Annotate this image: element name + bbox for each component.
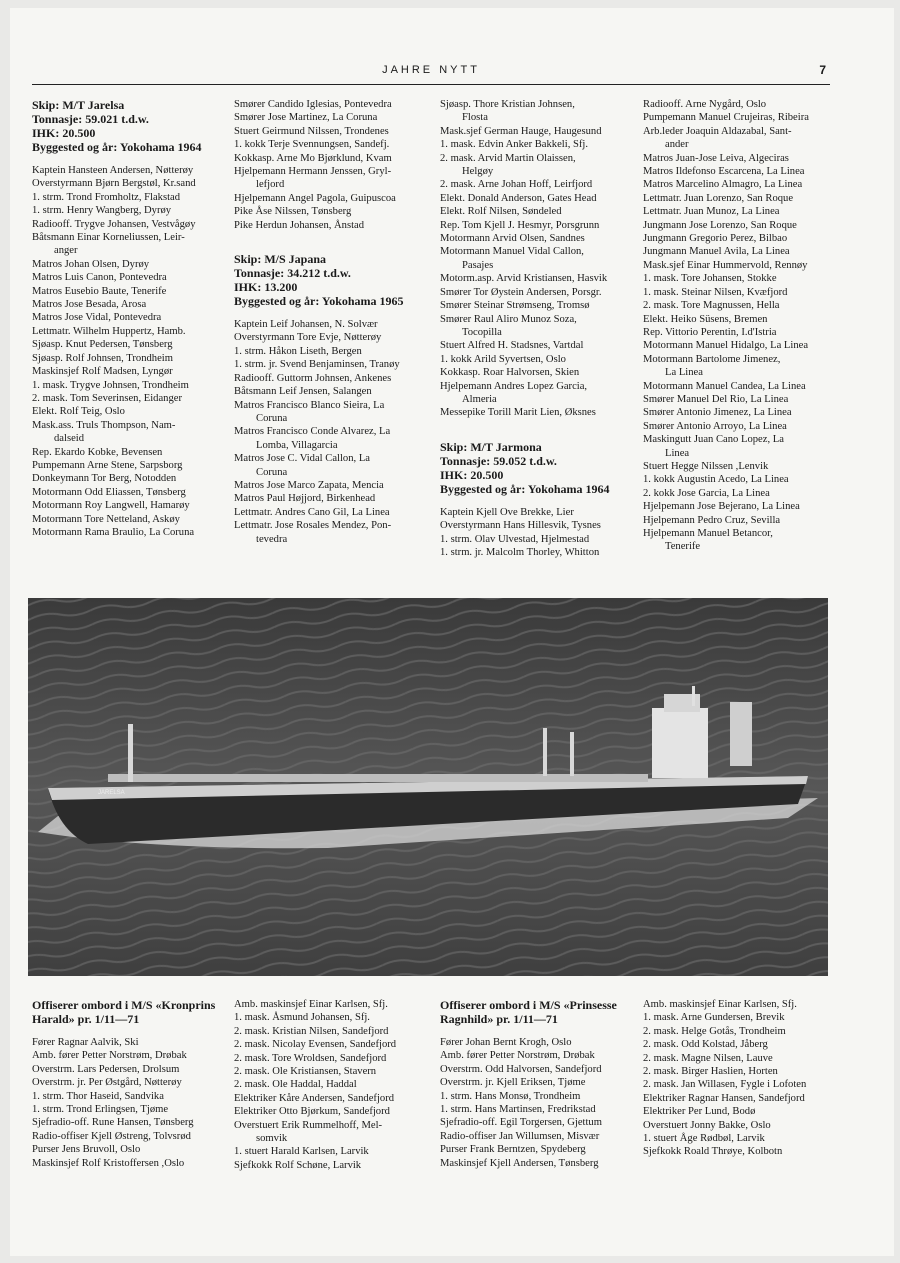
crew-entry: Lettmatr. Juan Munoz, La Linea [643, 206, 780, 218]
crew-entry: 2. mask. Arne Johan Hoff, Leirfjord [440, 179, 593, 191]
crew-entry: 1. strm. Olav Ulvestad, Hjelmestad [440, 533, 590, 545]
spacer [32, 1026, 228, 1036]
section-heading: Skip: M/T Jarmona [440, 439, 542, 454]
crew-entry: Smører Manuel Del Rio, La Linea [643, 393, 789, 405]
crew-entry: 2. mask. Ole Haddal, Haddal [234, 1079, 357, 1091]
section-heading: Tonnasje: 59.021 t.d.w. [32, 112, 149, 126]
crew-entry: Kaptein Kjell Ove Brekke, Lier [440, 506, 574, 518]
crew-entry: 2. mask. Tore Wroldsen, Sandefjord [234, 1052, 387, 1064]
crew-entry: Sjefradio-off. Egil Torgersen, Gjettum [440, 1117, 602, 1129]
crew-entry: Overstyrmann Hans Hillesvik, Tysnes [440, 520, 601, 532]
publication-title: JAHRE NYTT [382, 64, 480, 76]
crew-entry: Hjelpemann Pedro Cruz, Sevilla [643, 514, 781, 526]
crew-entry: Overstuert Jonny Bakke, Oslo [643, 1119, 771, 1131]
crew-entry: 1. stuert Åge Rødbøl, Larvik [643, 1133, 765, 1145]
crew-entry: Pasajes [462, 259, 494, 271]
crew-entry: Pike Åse Nilssen, Tønsberg [234, 206, 352, 218]
spacer [32, 154, 228, 164]
crew-entry: Motormann Odd Eliassen, Tønsberg [32, 486, 186, 498]
crew-entry: Matros Eusebio Baute, Tenerife [32, 285, 167, 297]
forward-mast [128, 724, 133, 782]
crew-entry: 2. mask. Kristian Nilsen, Sandefjord [234, 1025, 389, 1037]
crew-entry: Lettmatr. Wilhelm Huppertz, Hamb. [32, 325, 186, 337]
crew-column-2 [234, 98, 434, 546]
crew-entry: 1. strm. Trond Fromholtz, Flakstad [32, 191, 181, 203]
crew-entry: Mask.ass. Truls Thompson, Nam- [32, 419, 176, 431]
crew-entry: Matros Francisco Conde Alvarez, La [234, 426, 391, 438]
crew-entry: Radiooff. Trygve Johansen, Vestvågøy [32, 218, 196, 230]
crew-entry: Overstrm. Odd Halvorsen, Sandefjord [440, 1063, 602, 1075]
section-heading: Offiserer ombord i M/S «Prinsesse [440, 998, 617, 1012]
crew-entry: Mask.sjef German Hauge, Haugesund [440, 125, 602, 137]
crew-entry: Lomba, Villagarcia [256, 439, 338, 451]
crew-entry: Hjelpemann Hermann Jenssen, Gryl- [234, 166, 392, 178]
crew-entry: Maskinsjef Kjell Andersen, Tønsberg [440, 1157, 599, 1169]
section-heading: Skip: M/S Japana [234, 252, 327, 267]
crew-entry: Elektriker Ragnar Hansen, Sandefjord [643, 1092, 805, 1104]
crew-entry: Smører Candido Iglesias, Pontevedra [234, 99, 392, 110]
crew-entry: 2. mask. Magne Nilsen, Lauve [643, 1052, 773, 1064]
crew-entry: Lettmatr. Jose Rosales Mendez, Pon- [234, 520, 392, 532]
crew-entry: Messepike Torill Marit Lien, Øksnes [440, 407, 596, 419]
crew-entry: Radio-offiser Jan Willumsen, Misvær [440, 1130, 600, 1142]
crew-entry: Sjefkokk Roald Thrøye, Kolbotn [643, 1146, 783, 1158]
crew-entry: Radiooff. Arne Nygård, Oslo [643, 99, 767, 110]
crew-entry: Matros Jose Marco Zapata, Mencia [234, 479, 384, 491]
crew-entry: Fører Ragnar Aalvik, Ski [32, 1037, 139, 1048]
crew-entry: Motormann Rama Braulio, La Coruna [32, 526, 195, 538]
crew-entry: Mask.sjef Einar Hummervold, Rennøy [643, 259, 808, 271]
crew-entry: Hjelpemann Manuel Betancor, [643, 528, 773, 539]
crew-entry: Amb. fører Petter Norstrøm, Drøbak [32, 1050, 187, 1062]
hull-nameplate: JARELSA [98, 790, 125, 796]
crew-entry: somvik [256, 1133, 288, 1145]
crew-entry: 1. strm. Thor Haseid, Sandvika [32, 1090, 164, 1102]
crew-entry: Kaptein Leif Johansen, N. Solvær [234, 319, 378, 331]
spacer [440, 1026, 638, 1036]
crew-entry: Tenerife [665, 541, 701, 553]
crew-entry: Sjøasp. Knut Pedersen, Tønsberg [32, 339, 173, 351]
crew-entry: Smører Tor Øystein Andersen, Porsgr. [440, 286, 602, 298]
crew-entry: Donkeymann Tor Berg, Notodden [32, 473, 177, 485]
crew-entry: Matros Jose C. Vidal Callon, La [234, 453, 370, 465]
crew-entry: 2. mask. Tom Severinsen, Eidanger [32, 392, 182, 404]
crew-entry: 1. stuert Harald Karlsen, Larvik [234, 1146, 369, 1158]
tanker-illustration [28, 598, 828, 976]
funnel [730, 702, 752, 766]
crew-entry: Hjelpemann Angel Pagola, Guipuscoa [234, 192, 396, 204]
crew-entry: Hjelpemann Andres Lopez Garcia, [440, 380, 588, 392]
crew-entry: Jungmann Jose Lorenzo, San Roque [643, 219, 797, 231]
crew-entry: Elekt. Donald Anderson, Gates Head [440, 192, 597, 204]
crew-entry: Radio-offiser Kjell Østreng, Tolvsrød [32, 1130, 191, 1142]
crew-entry: Motormann Tore Netteland, Askøy [32, 513, 180, 525]
crew-column-4 [643, 98, 843, 554]
crew-entry: La Linea [665, 367, 703, 379]
crew-entry: Matros Johan Olsen, Dyrøy [32, 258, 150, 270]
spacer [234, 232, 434, 252]
crew-entry: 1. mask. Arne Gundersen, Brevik [643, 1012, 785, 1024]
crew-entry: Hjelpemann Jose Bejerano, La Linea [643, 501, 800, 513]
section-heading: IHK: 20.500 [32, 126, 96, 140]
crew-entry: Matros Jose Vidal, Pontevedra [32, 312, 162, 324]
crew-entry: 1. strm. Hans Martinsen, Fredrikstad [440, 1104, 596, 1116]
crew-entry: Overstuert Erik Rummelhoff, Mel- [234, 1119, 383, 1131]
crew-entry: Båtsmann Einar Korneliussen, Leir- [32, 232, 185, 244]
crew-entry: 2. mask. Arvid Martin Olaissen, [440, 152, 576, 164]
crew-entry: Amb. maskinsjef Einar Karlsen, Sfj. [643, 999, 797, 1010]
crew-entry: ander [665, 139, 689, 151]
crew-entry: Matros Luis Canon, Pontevedra [32, 272, 167, 284]
crew-entry: Pumpemann Arne Stene, Sarpsborg [32, 459, 183, 471]
crew-entry: Amb. maskinsjef Einar Karlsen, Sfj. [234, 999, 388, 1010]
crew-entry: 1. strm. Håkon Liseth, Bergen [234, 345, 362, 357]
crew-entry: Pumpemann Manuel Crujeiras, Ribeira [643, 112, 809, 124]
crew-entry: Elekt. Heiko Süsens, Bremen [643, 313, 768, 325]
crew-entry: Motormann Bartolome Jimenez, [643, 353, 781, 365]
crew-entry: Rep. Vittorio Perentin, I.d'Istria [643, 326, 777, 338]
crew-entry: Lettmatr. Juan Lorenzo, San Roque [643, 192, 794, 204]
crew-entry: Elektriker Per Lund, Bodø [643, 1106, 756, 1118]
section-heading: IHK: 20.500 [440, 467, 504, 482]
crew-entry: 1. strm. jr. Svend Benjaminsen, Tranøy [234, 359, 400, 371]
section-heading: Byggested og år: Yokohama 1964 [32, 140, 202, 154]
crew-entry: 1. mask. Edvin Anker Bakkeli, Sfj. [440, 139, 589, 151]
crew-entry: 2. mask. Nicolay Evensen, Sandefjord [234, 1039, 397, 1051]
crew-entry: Fører Johan Bernt Krogh, Oslo [440, 1037, 572, 1048]
crew-entry: 2. mask. Tore Magnussen, Hella [643, 300, 780, 312]
crew-entry: Båtsmann Leif Jensen, Salangen [234, 386, 372, 398]
crew-entry: Matros Juan-Jose Leiva, Algeciras [643, 152, 789, 164]
crew-entry: lefjord [256, 179, 285, 191]
crew-entry: Sjefradio-off. Rune Hansen, Tønsberg [32, 1117, 194, 1129]
section-heading: Byggested og år: Yokohama 1965 [234, 294, 404, 309]
crew-entry: Motormann Manuel Candea, La Linea [643, 380, 806, 392]
crew-entry: 2. mask. Birger Haslien, Horten [643, 1066, 778, 1078]
section-heading: Ragnhild» pr. 1/11—71 [440, 1012, 558, 1026]
deck [108, 774, 648, 782]
crew-entry: Overstyrmann Tore Evje, Nøtterøy [234, 332, 382, 344]
crew-entry: Overstrm. jr. Per Østgård, Nøtterøy [32, 1077, 182, 1089]
crew-entry: Helgøy [462, 166, 494, 178]
crew-entry: 1. kokk Augustin Acedo, La Linea [643, 474, 789, 486]
section-heading: Offiserer ombord i M/S «Kronprins [32, 998, 216, 1012]
crew-entry: Arb.leder Joaquin Aldazabal, Sant- [643, 125, 792, 137]
crew-entry: Smører Steinar Strømseng, Tromsø [440, 300, 590, 312]
page-header [32, 64, 830, 85]
crew-entry: Smører Antonio Arroyo, La Linea [643, 420, 787, 432]
crew-entry: 2. mask. Helge Gotås, Trondheim [643, 1025, 786, 1037]
crew-entry: Elekt. Rolf Teig, Oslo [32, 406, 125, 418]
crew-entry: Maskingutt Juan Cano Lopez, La [643, 434, 784, 446]
crew-entry: Jungmann Gregorio Perez, Bilbao [643, 233, 788, 245]
section-heading: Skip: M/T Jarelsa [32, 98, 125, 112]
crew-entry: Coruna [256, 412, 288, 424]
crew-entry: Kaptein Hansteen Andersen, Nøtterøy [32, 165, 194, 176]
crew-entry: Motormann Manuel Vidal Callon, [440, 246, 584, 258]
crew-entry: Kokkasp. Roar Halvorsen, Skien [440, 367, 580, 379]
crew-entry: 1. mask. Tore Johansen, Stokke [643, 273, 777, 285]
officers-column-3 [440, 998, 638, 1170]
crew-entry: Smører Jose Martinez, La Coruna [234, 112, 378, 124]
crew-entry: Stuert Alfred H. Stadsnes, Vartdal [440, 340, 584, 352]
crew-entry: Sjøasp. Thore Kristian Johnsen, [440, 99, 575, 110]
crew-entry: Overstyrmann Bjørn Bergstøl, Kr.sand [32, 178, 196, 190]
spacer [234, 308, 434, 318]
crew-entry: dalseid [54, 433, 85, 445]
crew-entry: Motormann Roy Langwell, Hamarøy [32, 500, 190, 512]
crew-entry: 1. strm. jr. Malcolm Thorley, Whitton [440, 546, 600, 558]
crew-entry: Overstrm. Lars Pedersen, Drolsum [32, 1063, 180, 1075]
superstructure [652, 708, 708, 778]
crew-entry: 2. kokk Jose Garcia, La Linea [643, 487, 770, 499]
crew-column-3 [440, 98, 638, 559]
crew-entry: Coruna [256, 466, 288, 478]
crew-entry: Elektriker Kåre Andersen, Sandefjord [234, 1092, 395, 1104]
crew-entry: Purser Jens Bruvoll, Oslo [32, 1144, 141, 1156]
crew-entry: Overstrm. jr. Kjell Eriksen, Tjøme [440, 1077, 586, 1089]
crew-entry: Elekt. Rolf Nilsen, Søndeled [440, 206, 562, 218]
crew-entry: Motorm.asp. Arvid Kristiansen, Hasvik [440, 273, 608, 285]
crew-entry: Motormann Arvid Olsen, Sandnes [440, 233, 585, 245]
crew-entry: tevedra [256, 533, 288, 545]
page-number: 7 [819, 63, 826, 77]
spacer [440, 496, 638, 506]
crew-entry: 2. mask. Ole Kristiansen, Stavern [234, 1066, 377, 1078]
section-heading: IHK: 13.200 [234, 280, 298, 295]
crew-entry: Kokkasp. Arne Mo Bjørklund, Kvam [234, 152, 392, 164]
section-heading: Harald» pr. 1/11—71 [32, 1012, 140, 1026]
crew-entry: 1. strm. Hans Monsø, Trondheim [440, 1090, 581, 1102]
crew-entry: Matros Jose Besada, Arosa [32, 299, 147, 311]
section-heading: Tonnasje: 34.212 t.d.w. [234, 266, 351, 281]
crew-entry: Radiooff. Guttorm Johnsen, Ankenes [234, 372, 392, 384]
crew-entry: Rep. Tom Kjell J. Hesmyr, Porsgrunn [440, 219, 600, 231]
crew-entry: Maskinsjef Rolf Kristoffersen ,Oslo [32, 1157, 185, 1169]
crew-entry: Rep. Ekardo Kobke, Bevensen [32, 446, 163, 458]
spacer [440, 420, 638, 440]
crew-entry: Almeria [462, 393, 497, 405]
crew-entry: anger [54, 245, 78, 257]
crew-entry: Stuert Geirmund Nilssen, Trondenes [234, 125, 389, 137]
crew-entry: 2. mask. Odd Kolstad, Jåberg [643, 1039, 768, 1051]
crew-entry: Matros Francisco Blanco Sieira, La [234, 399, 385, 411]
crew-entry: 1. kokk Arild Syvertsen, Oslo [440, 353, 566, 365]
crew-column-1 [32, 98, 228, 539]
officers-column-2 [234, 998, 434, 1172]
mid-mast-2 [570, 732, 574, 776]
crew-entry: 1. mask. Steinar Nilsen, Kvæfjord [643, 286, 788, 298]
crew-entry: 2. mask. Jan Willasen, Fygle i Lofoten [643, 1079, 807, 1091]
crew-entry: Linea [665, 447, 690, 459]
mid-mast-1 [543, 728, 547, 776]
crew-entry: 1. mask. Åsmund Johansen, Sfj. [234, 1012, 370, 1024]
crew-entry: Sjøasp. Rolf Johnsen, Trondheim [32, 352, 173, 364]
crew-entry: Smører Raul Aliro Munoz Soza, [440, 313, 577, 325]
crew-entry: Pike Herdun Johansen, Ånstad [234, 219, 365, 231]
crew-entry: Elektriker Otto Bjørkum, Sandefjord [234, 1106, 390, 1118]
crew-entry: 1. strm. Henry Wangberg, Dyrøy [32, 205, 172, 217]
crew-entry: 1. mask. Trygve Johnsen, Trondheim [32, 379, 189, 391]
crew-entry: Sjefkokk Rolf Schøne, Larvik [234, 1159, 362, 1171]
crew-entry: Matros Ildefonso Escarcena, La Linea [643, 166, 805, 178]
crew-entry: Purser Frank Berntzen, Spydeberg [440, 1144, 586, 1156]
crew-entry: Flosta [462, 112, 488, 124]
ship-photo [28, 598, 828, 976]
crew-entry: Stuert Hegge Nilssen ,Lenvik [643, 460, 769, 472]
officers-column-1 [32, 998, 228, 1170]
crew-entry: 1. strm. Trond Erlingsen, Tjøme [32, 1104, 169, 1116]
crew-entry: Matros Paul Højjord, Birkenhead [234, 493, 376, 505]
crew-entry: Lettmatr. Andres Cano Gil, La Linea [234, 506, 390, 518]
officers-column-4 [643, 998, 843, 1159]
crew-entry: Maskinsjef Rolf Madsen, Lyngør [32, 366, 173, 378]
crew-entry: Amb. fører Petter Norstrøm, Drøbak [440, 1050, 595, 1062]
section-heading: Tonnasje: 59.052 t.d.w. [440, 453, 557, 468]
section-heading: Byggested og år: Yokohama 1964 [440, 481, 610, 496]
crew-entry: Motormann Manuel Hidalgo, La Linea [643, 340, 809, 352]
crew-entry: Smører Antonio Jimenez, La Linea [643, 407, 792, 419]
crew-entry: Jungmann Manuel Avila, La Linea [643, 246, 790, 258]
radar-mast [692, 686, 695, 706]
crew-entry: 1. kokk Terje Svennungsen, Sandefj. [234, 139, 390, 151]
crew-entry: Tocopilla [462, 326, 502, 338]
crew-entry: Matros Marcelino Almagro, La Linea [643, 179, 803, 191]
